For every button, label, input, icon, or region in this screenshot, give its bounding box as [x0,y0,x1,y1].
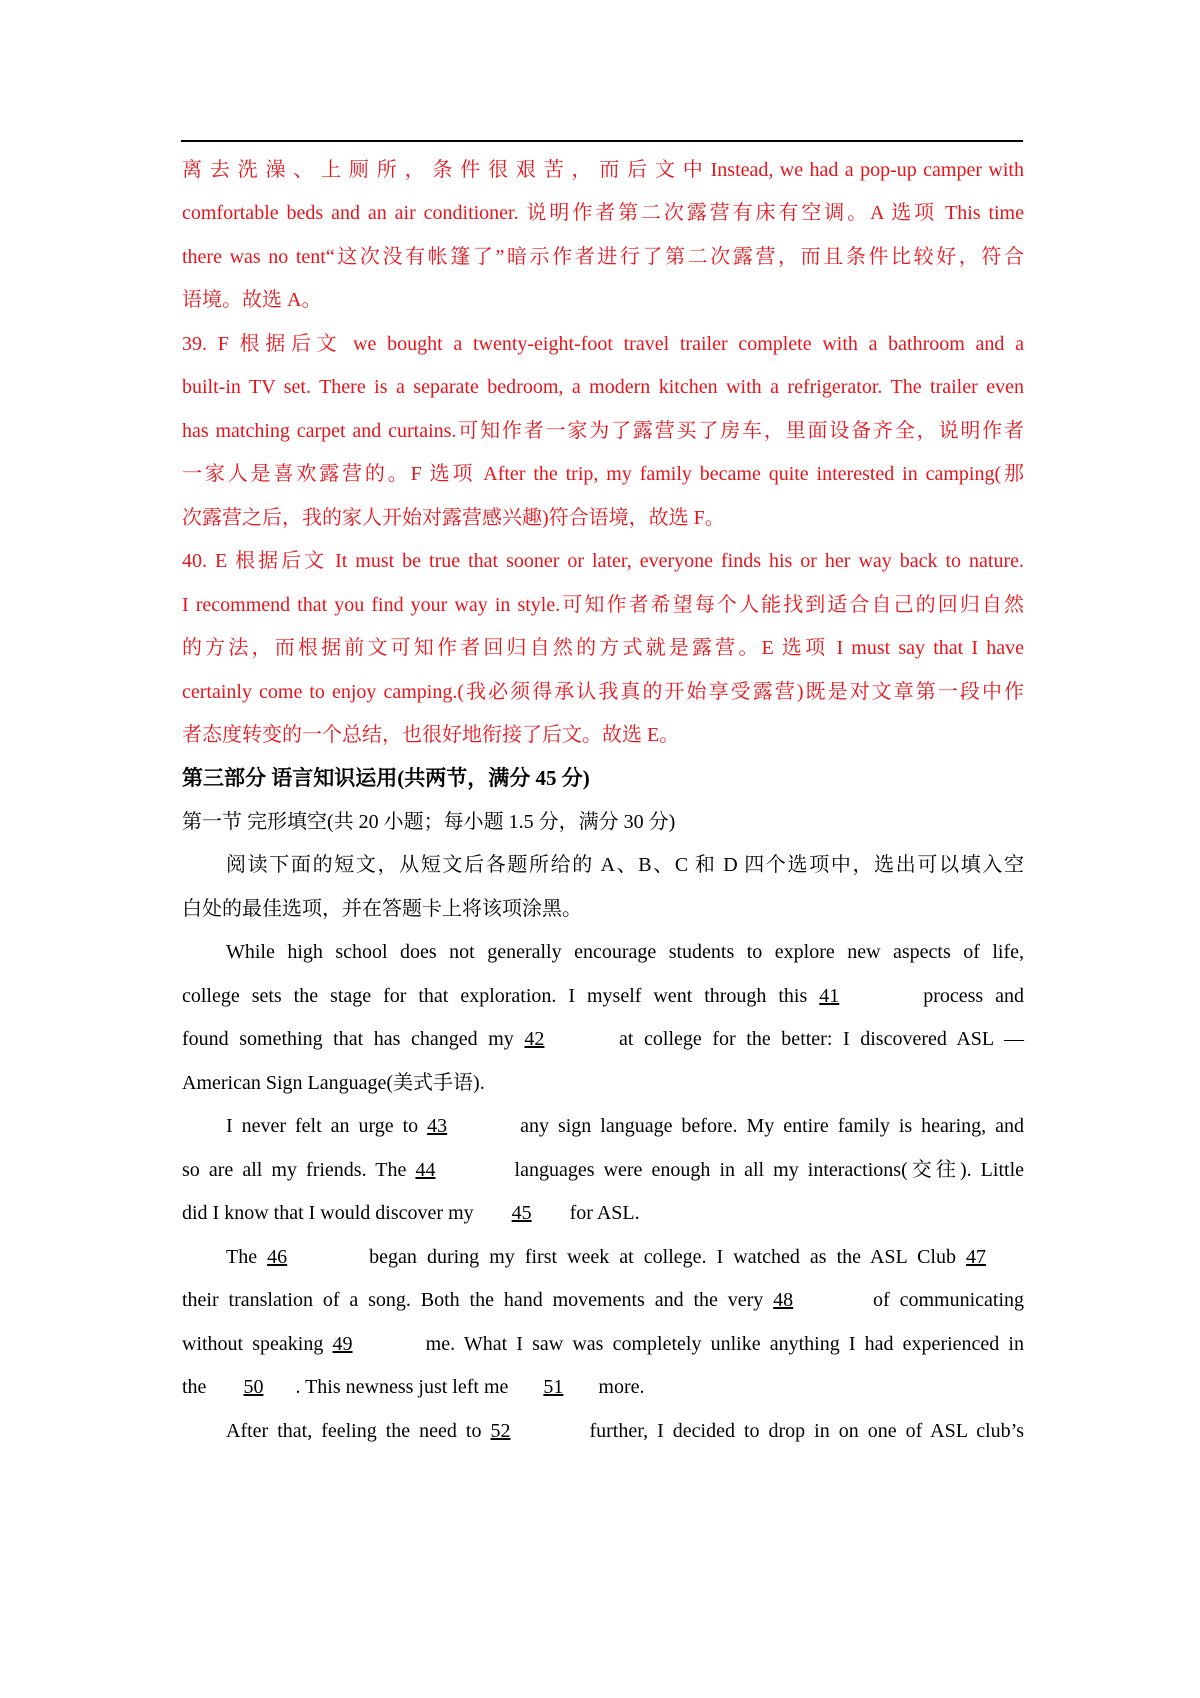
explanation-line: built-in TV set. There is a separate bedroom, a modern kitchen with a refrigerator. The trailer even [182,376,1024,398]
explanation-line: 40. E 根据后文 It must be true that sooner or later, everyone finds his or her way back to nature. [182,550,1024,572]
blank-51: 51 [543,1376,564,1398]
explanation-line: 次露营之后，我的家人开始对露营感兴趣)符合语境，故选 F。 [182,507,725,529]
blank-46: 46 [267,1246,288,1268]
passage-line: the 50 . This newness just left me 51 more. [182,1376,645,1398]
header-rule [181,140,1023,142]
section-subtitle: 第一节 完形填空(共 20 小题；每小题 1.5 分，满分 30 分) [182,811,676,833]
explanation-line: comfortable beds and an air conditioner. 说明作者第二次露营有床有空调。A 选项 This time [182,202,1024,224]
passage-line: found something that has changed my 42 at college for the better: I discovered ASL — [182,1028,1025,1050]
passage-line: college sets the stage for that exploration. I myself went through this 41 process and [182,985,1025,1007]
section-title: 第三部分 语言知识运用(共两节，满分 45 分) [182,766,590,790]
instruction-line: 白处的最佳选项，并在答题卡上将该项涂黑。 [182,898,582,920]
blank-43: 43 [427,1115,448,1137]
blank-47: 47 [966,1246,987,1268]
passage-line: The 46 began during my first week at college. I watched as the ASL Club 47 [226,1244,1024,1270]
passage-line: did I know that I would discover my 45 for ASL. [182,1202,640,1224]
explanation-line: has matching carpet and curtains.可知作者一家为了露营买了房车，里面设备齐全，说明作者 [182,420,1024,442]
explanation-line: 一家人是喜欢露营的。F 选项 After the trip, my family became quite interested in camping(那 [182,463,1024,485]
blank-52: 52 [490,1420,511,1442]
explanation-line: I recommend that you find your way in style.可知作者希望每个人能找到适合自己的回归自然 [182,594,1024,616]
passage-line: While high school does not generally encourage students to explore new aspects of life, [226,941,1024,963]
blank-50: 50 [243,1376,264,1398]
explanation-line: 者态度转变的一个总结，也很好地衔接了后文。故选 E。 [182,724,680,746]
blank-48: 48 [773,1289,794,1311]
passage-line: I never felt an urge to 43 any sign language before. My entire family is hearing, and [226,1115,1024,1137]
passage-line: American Sign Language(美式手语). [182,1072,485,1094]
explanation-line: 39. F 根据后文 we bought a twenty-eight-foot travel trailer complete with a bathroom and a [182,333,1024,355]
passage-line: After that, feeling the need to 52 further, I decided to drop in on one of ASL club’s [226,1420,1024,1442]
blank-42: 42 [524,1028,545,1050]
explanation-line: 离 去 洗 澡 、 上 厕 所 ， 条 件 很 艰 苦 ， 而 后 文 中 Instead, we had a pop-up camper with [182,159,1024,181]
blank-44: 44 [415,1159,436,1181]
blank-41: 41 [819,985,840,1007]
explanation-line: certainly come to enjoy camping.(我必须得承认我真的开始享受露营)既是对文章第一段中作 [182,681,1024,703]
passage-line: so are all my friends. The 44 languages were enough in all my interactions(交往). Little [182,1159,1025,1181]
blank-45: 45 [511,1202,532,1224]
explanation-line: 语境。故选 A。 [182,289,322,311]
blank-49: 49 [332,1333,353,1355]
instruction-line: 阅读下面的短文，从短文后各题所给的 A、B、C 和 D 四个选项中，选出可以填入空 [226,854,1024,876]
passage-line: without speaking 49 me. What I saw was completely unlike anything I had experienced in [182,1333,1024,1355]
explanation-line: 的方法，而根据前文可知作者回归自然的方式就是露营。E 选项 I must say that I have [182,637,1024,659]
passage-line: their translation of a song. Both the hand movements and the very 48 of communicating [182,1289,1024,1311]
explanation-line: there was no tent“这次没有帐篷了”暗示作者进行了第二次露营，而且条件比较好，符合 [182,246,1024,268]
